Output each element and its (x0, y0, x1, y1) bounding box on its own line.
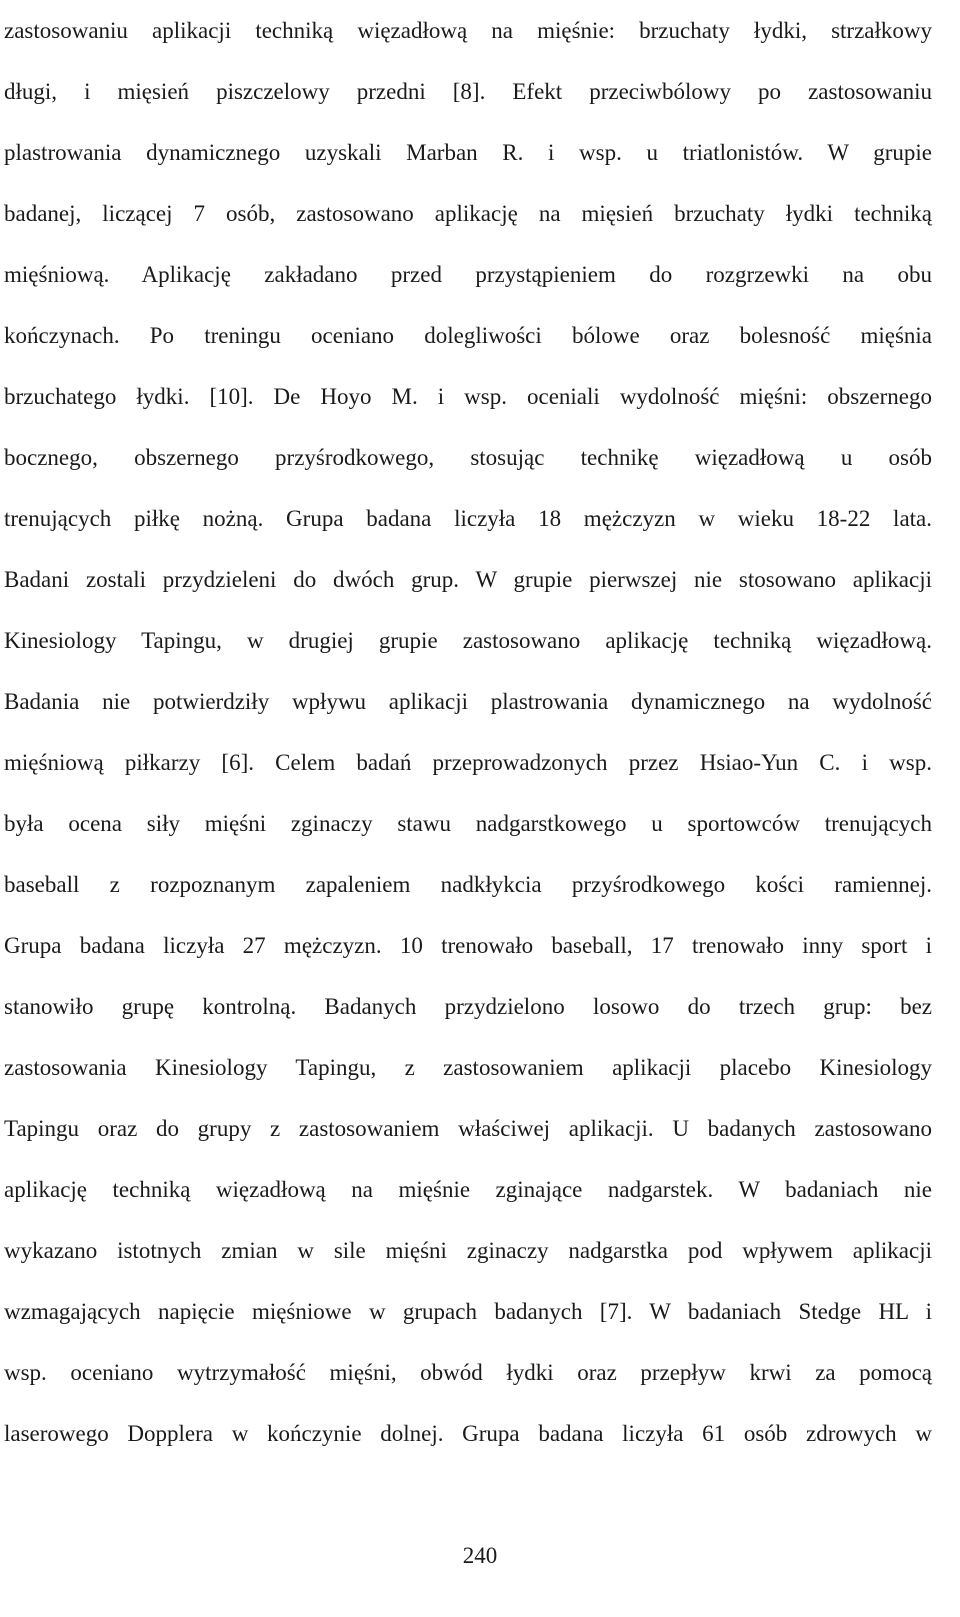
body-paragraph (4, 0, 932, 1464)
text-line: wsp. oceniano wytrzymałość mięśni, obwód łydki oraz przepływ krwi za pomocą (4, 1360, 932, 1385)
text-line: zastosowania Kinesiology Tapingu, z zastosowaniem aplikacji placebo Kinesiology (4, 1055, 932, 1080)
text-line: stanowiło grupę kontrolną. Badanych przydzielono losowo do trzech grup: bez (4, 994, 932, 1019)
text-line: wzmagających napięcie mięśniowe w grupach badanych [7]. W badaniach Stedge HL i (4, 1299, 932, 1324)
text-line: brzuchatego łydki. [10]. De Hoyo M. i wsp. oceniali wydolność mięśni: obszernego (4, 384, 932, 409)
text-line: plastrowania dynamicznego uzyskali Marban R. i wsp. u triatlonistów. W grupie (4, 140, 932, 165)
page-number: 240 (462, 1543, 498, 1568)
text-line: baseball z rozpoznanym zapaleniem nadkłykcia przyśrodkowego kości ramiennej. (4, 872, 932, 897)
text-line: Tapingu oraz do grupy z zastosowaniem właściwej aplikacji. U badanych zastosowano (4, 1116, 932, 1141)
text-line: badanej, liczącej 7 osób, zastosowano aplikację na mięsień brzuchaty łydki techniką (4, 201, 932, 226)
text-line: Kinesiology Tapingu, w drugiej grupie zastosowano aplikację techniką więzadłową. (4, 628, 932, 653)
text-line: laserowego Dopplera w kończynie dolnej. Grupa badana liczyła 61 osób zdrowych w (4, 1421, 932, 1446)
text-line: była ocena siły mięśni zginaczy stawu nadgarstkowego u sportowców trenujących (4, 811, 932, 836)
text-line: kończynach. Po treningu oceniano dolegliwości bólowe oraz bolesność mięśnia (4, 323, 932, 348)
text-line: mięśniową. Aplikację zakładano przed przystąpieniem do rozgrzewki na obu (4, 262, 932, 287)
text-line: trenujących piłkę nożną. Grupa badana liczyła 18 mężczyzn w wieku 18-22 lata. (4, 506, 932, 531)
text-line: wykazano istotnych zmian w sile mięśni zginaczy nadgarstka pod wpływem aplikacji (4, 1238, 932, 1263)
text-line: zastosowaniu aplikacji techniką więzadłową na mięśnie: brzuchaty łydki, strzałkowy (4, 18, 932, 43)
text-line: mięśniową piłkarzy [6]. Celem badań przeprowadzonych przez Hsiao-Yun C. i wsp. (4, 750, 932, 775)
text-line: Grupa badana liczyła 27 mężczyzn. 10 trenowało baseball, 17 trenowało inny sport i (4, 933, 932, 958)
text-line: długi, i mięsień piszczelowy przedni [8]. Efekt przeciwbólowy po zastosowaniu (4, 79, 932, 104)
text-line: aplikację techniką więzadłową na mięśnie zginające nadgarstek. W badaniach nie (4, 1177, 932, 1202)
text-line: bocznego, obszernego przyśrodkowego, stosując technikę więzadłową u osób (4, 445, 932, 470)
text-line: Badania nie potwierdziły wpływu aplikacji plastrowania dynamicznego na wydolność (4, 689, 932, 714)
text-line: Badani zostali przydzieleni do dwóch grup. W grupie pierwszej nie stosowano aplikacji (4, 567, 932, 592)
